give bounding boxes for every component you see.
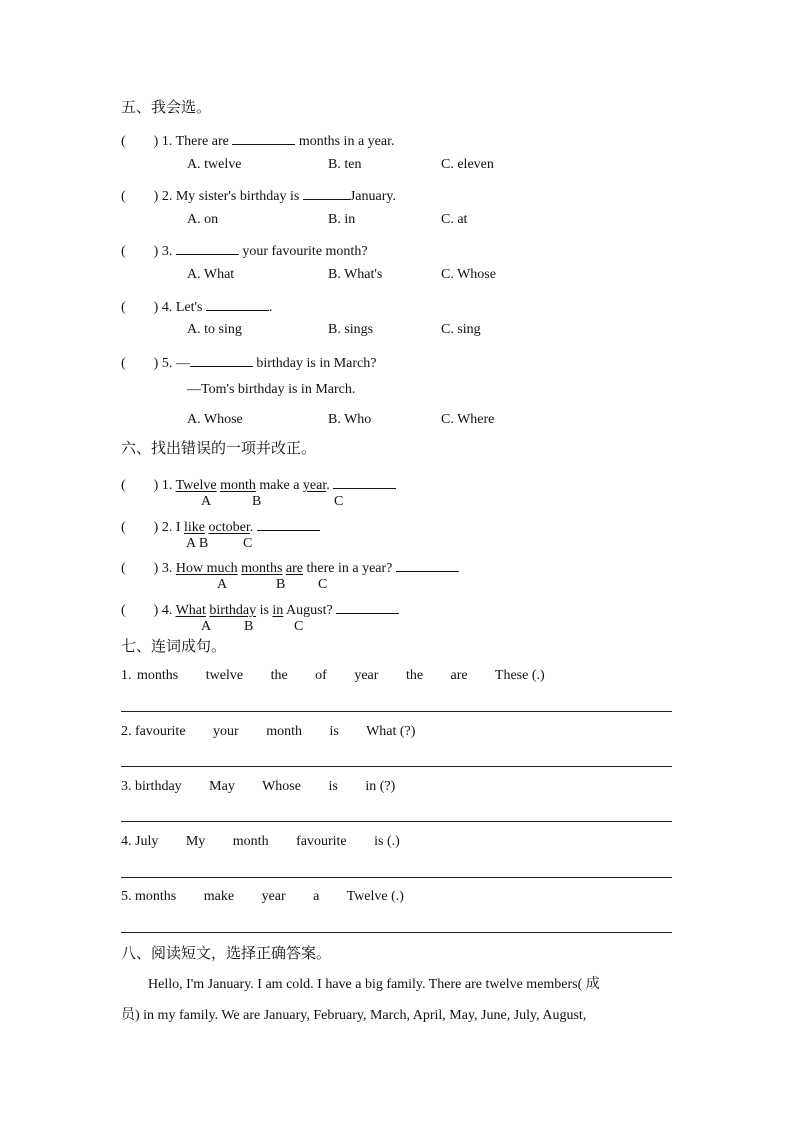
plain-text: make a [259, 478, 300, 493]
option-a: A. What [187, 267, 235, 282]
option-a: A. on [187, 212, 219, 227]
passage-line-2: 员) in my family. We are January, February, March, April, May, June, July, August, [121, 1008, 587, 1023]
paren-open: ( [121, 520, 126, 535]
letter-c: C [318, 577, 328, 592]
question-text-pre: My sister's birthday is [175, 189, 300, 204]
word: year [261, 889, 286, 904]
letter-c: C [334, 494, 344, 509]
word: your [213, 724, 239, 739]
option-word-b: birthday [209, 603, 257, 618]
word: are [450, 668, 468, 683]
scramble-item-3 [121, 780, 395, 794]
word: month [266, 724, 302, 739]
letter-b: B [252, 494, 262, 509]
word: month [232, 834, 269, 849]
word: months [137, 668, 179, 683]
option-b: B. Who [328, 412, 372, 427]
section-7-title: 七、连词成句。 [121, 637, 227, 655]
correction-blank[interactable] [336, 599, 399, 614]
letter-c: C [243, 536, 253, 551]
option-c: C. at [441, 212, 468, 227]
answer-rule[interactable] [121, 766, 672, 767]
question-number: 4. [161, 300, 173, 315]
question-text-post: months in a year. [298, 134, 395, 149]
paren-close: ) [153, 189, 159, 204]
option-word-a: What [175, 603, 206, 618]
scramble-item-5 [121, 890, 404, 904]
paren-open: ( [121, 300, 126, 315]
word: the [405, 668, 424, 683]
word: twelve [205, 668, 244, 683]
fill-blank[interactable] [206, 296, 269, 311]
word: July [135, 834, 159, 849]
plain-text: is [259, 603, 269, 618]
letters-ab: A B [186, 536, 209, 551]
word: My [185, 834, 206, 849]
question-6-3 [121, 557, 459, 576]
word: favourite [296, 834, 347, 849]
word: Whose [262, 779, 301, 794]
scramble-item-4 [121, 835, 400, 849]
correction-blank[interactable] [396, 557, 459, 572]
option-a: A. twelve [187, 157, 242, 172]
question-5-1 [121, 130, 394, 149]
paren-open: ( [121, 134, 126, 149]
option-word-c: year [302, 478, 327, 493]
fill-blank[interactable] [303, 185, 350, 200]
section-5-title: 五、我会选。 [121, 98, 212, 116]
option-c: C. Whose [441, 267, 496, 282]
letter-a: A [201, 619, 212, 634]
paren-close: ) [153, 356, 159, 371]
question-number: 1. [161, 134, 173, 149]
word: favourite [135, 724, 186, 739]
question-6-1 [121, 474, 396, 493]
option-b: B. What's [328, 267, 383, 282]
question-5-5 [121, 352, 376, 371]
option-word-b: like [184, 520, 206, 535]
paren-open: ( [121, 478, 126, 493]
paren-close: ) [153, 300, 159, 315]
letter-a: A [217, 577, 228, 592]
question-number: 4. [161, 603, 173, 618]
word: make [203, 889, 235, 904]
option-word-c: are [285, 561, 303, 576]
item-number: 5. [121, 889, 132, 904]
option-a: A. Whose [187, 412, 243, 427]
answer-rule[interactable] [121, 932, 672, 933]
question-5-2 [121, 185, 396, 204]
correction-blank[interactable] [333, 474, 396, 489]
option-word-a: Twelve [175, 478, 217, 493]
plain-text: there in a year? [306, 561, 393, 576]
word: in (?) [365, 779, 396, 794]
option-word-c: in [272, 603, 284, 618]
section-6-title: 六、找出错误的一项并改正。 [121, 439, 317, 457]
question-text-post: January. [349, 189, 396, 204]
option-c: C. sing [441, 322, 481, 337]
word: birthday [135, 779, 182, 794]
option-word-c: october [208, 520, 250, 535]
option-word-a: How much [175, 561, 238, 576]
punct: . [249, 520, 254, 535]
fill-blank[interactable] [190, 352, 253, 367]
word: months [135, 889, 177, 904]
paren-open: ( [121, 189, 126, 204]
question-text-pre: Let's [175, 300, 203, 315]
question-text-post: . [268, 300, 273, 315]
question-number: 2. [161, 520, 173, 535]
letter-a: A [201, 494, 212, 509]
option-word-b: months [241, 561, 283, 576]
item-number: 2. [121, 724, 132, 739]
question-5-4 [121, 296, 272, 315]
question-text-post: birthday is in March? [256, 356, 377, 371]
question-6-2 [121, 516, 320, 535]
passage-line-1: Hello, I'm January. I am cold. I have a big family. There are twelve members( 成 [148, 977, 600, 992]
paren-close: ) [153, 561, 159, 576]
letter-b: B [244, 619, 254, 634]
word: year [354, 668, 379, 683]
option-a: A. to sing [187, 322, 242, 337]
scramble-item-1 [121, 669, 545, 683]
word: the [270, 668, 288, 683]
item-number: 4. [121, 834, 132, 849]
answer-line: —Tom's birthday is in March. [187, 382, 356, 397]
option-b: B. ten [328, 157, 362, 172]
question-number: 1. [161, 478, 173, 493]
letter-b: B [276, 577, 286, 592]
question-6-4 [121, 599, 399, 618]
question-number: 3. [161, 244, 173, 259]
word: What (?) [366, 724, 416, 739]
word: a [313, 889, 320, 904]
option-c: C. Where [441, 412, 495, 427]
fill-blank[interactable] [176, 240, 239, 255]
question-text-pre: — [175, 356, 190, 371]
question-text-post: your favourite month? [242, 244, 368, 259]
answer-rule[interactable] [121, 877, 672, 878]
word: is [328, 779, 338, 794]
letter-c: C [294, 619, 304, 634]
item-number: 1. [121, 668, 132, 683]
paren-close: ) [153, 478, 159, 493]
question-number: 5. [161, 356, 173, 371]
paren-open: ( [121, 356, 126, 371]
question-number: 3. [161, 561, 173, 576]
word: These (.) [494, 668, 545, 683]
answer-rule[interactable] [121, 821, 672, 822]
answer-rule[interactable] [121, 711, 672, 712]
fill-blank[interactable] [232, 130, 295, 145]
option-word-b: month [220, 478, 256, 493]
option-word-a: I [175, 520, 181, 535]
question-5-3 [121, 240, 368, 259]
word: is [329, 724, 339, 739]
paren-close: ) [153, 520, 159, 535]
word: Twelve (.) [346, 889, 404, 904]
paren-open: ( [121, 561, 126, 576]
word: May [209, 779, 235, 794]
question-text-pre: There are [175, 134, 229, 149]
paren-close: ) [153, 134, 159, 149]
plain-text: August? [286, 603, 333, 618]
option-c: C. eleven [441, 157, 494, 172]
paren-close: ) [153, 603, 159, 618]
option-b: B. in [328, 212, 356, 227]
option-b: B. sings [328, 322, 374, 337]
punct: . [326, 478, 330, 493]
correction-blank[interactable] [257, 516, 320, 531]
word: of [315, 668, 327, 683]
item-number: 3. [121, 779, 132, 794]
paren-close: ) [153, 244, 159, 259]
question-number: 2. [161, 189, 173, 204]
word: is (.) [374, 834, 400, 849]
paren-open: ( [121, 603, 126, 618]
paren-open: ( [121, 244, 126, 259]
scramble-item-2 [121, 725, 415, 739]
section-8-title: 八、阅读短文，选择正确答案。 [121, 944, 332, 962]
